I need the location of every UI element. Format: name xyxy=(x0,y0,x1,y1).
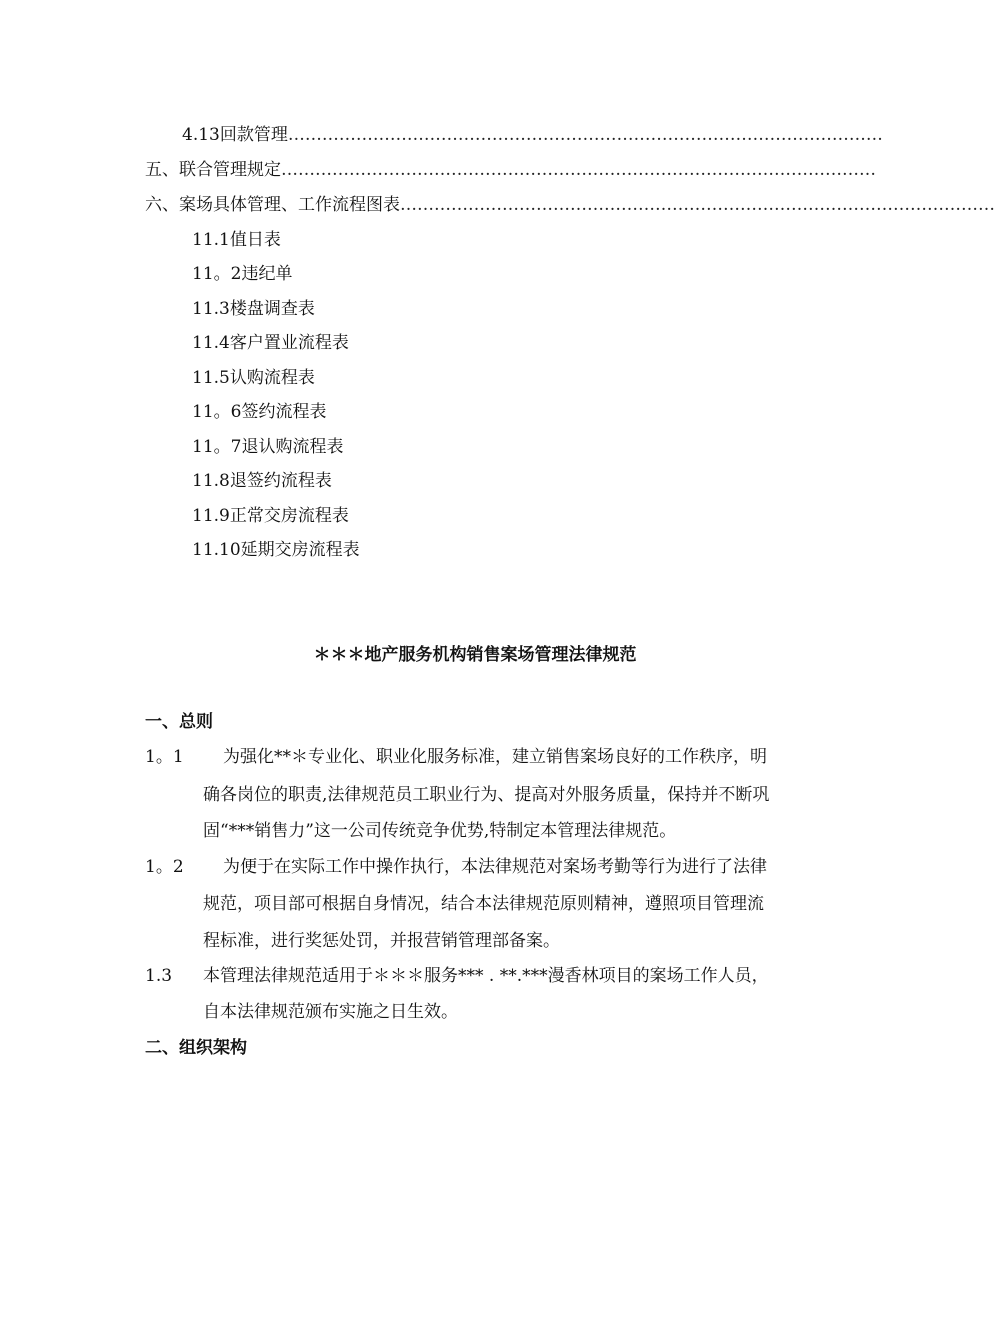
toc-entry xyxy=(145,159,876,181)
document-title: ＊＊＊地产服务机构销售案场管理法律规范 xyxy=(313,645,637,665)
clause-number: 1.3 xyxy=(145,966,173,986)
toc-leader-dots: …………………………………………………………………………………………… xyxy=(400,195,995,215)
section-heading: 一、总则 xyxy=(145,712,213,732)
toc-sub-item: 11.3楼盘调查表 xyxy=(192,299,315,319)
toc-entry xyxy=(182,124,883,146)
toc-sub-item: 11.4客户置业流程表 xyxy=(192,333,349,353)
toc-entry-label: 五、联合管理规定 xyxy=(145,160,281,180)
clause-text-line: 自本法律规范颁布实施之日生效。 xyxy=(203,1002,458,1022)
toc-sub-item: 11.9正常交房流程表 xyxy=(192,506,349,526)
clause-text-line: 程标准，进行奖惩处罚，并报营销管理部备案。 xyxy=(203,931,560,951)
toc-entry xyxy=(145,194,995,216)
toc-leader-dots: …………………………………………………………………………………………… xyxy=(281,160,876,180)
toc-entry-label: 六、案场具体管理、工作流程图表 xyxy=(145,195,400,215)
clause-number: 1。1 xyxy=(145,747,184,767)
clause-text-line: 固“***销售力”这一公司传统竞争优势,特制定本管理法律规范。 xyxy=(203,821,677,841)
clause-number: 1。2 xyxy=(145,857,184,877)
section-heading: 二、组织架构 xyxy=(145,1038,247,1058)
toc-entry-label: 4.13回款管理 xyxy=(182,125,288,145)
toc-sub-item: 11.10延期交房流程表 xyxy=(192,540,360,560)
toc-sub-item: 11。6签约流程表 xyxy=(192,402,327,422)
toc-sub-item: 11.8退签约流程表 xyxy=(192,471,332,491)
clause-text-line: 本管理法律规范适用于＊＊＊服务*** . **.***漫香林项目的案场工作人员， xyxy=(203,966,769,986)
toc-sub-item: 11。2违纪单 xyxy=(192,264,293,284)
clause-text-line: 为便于在实际工作中操作执行，本法律规范对案场考勤等行为进行了法律 xyxy=(223,857,767,877)
clause-text-line: 确各岗位的职责,法律规范员工职业行为、提高对外服务质量，保持并不断巩 xyxy=(203,785,770,805)
toc-leader-dots: …………………………………………………………………………………………… xyxy=(287,125,883,145)
clause-text-line: 规范，项目部可根据自身情况，结合本法律规范原则精神，遵照项目管理流 xyxy=(203,894,764,914)
toc-sub-item: 11.1值日表 xyxy=(192,230,281,250)
toc-sub-item: 11。7退认购流程表 xyxy=(192,437,344,457)
toc-sub-item: 11.5认购流程表 xyxy=(192,368,315,388)
clause-text-line: 为强化**＊专业化、职业化服务标准，建立销售案场良好的工作秩序，明 xyxy=(223,747,767,767)
